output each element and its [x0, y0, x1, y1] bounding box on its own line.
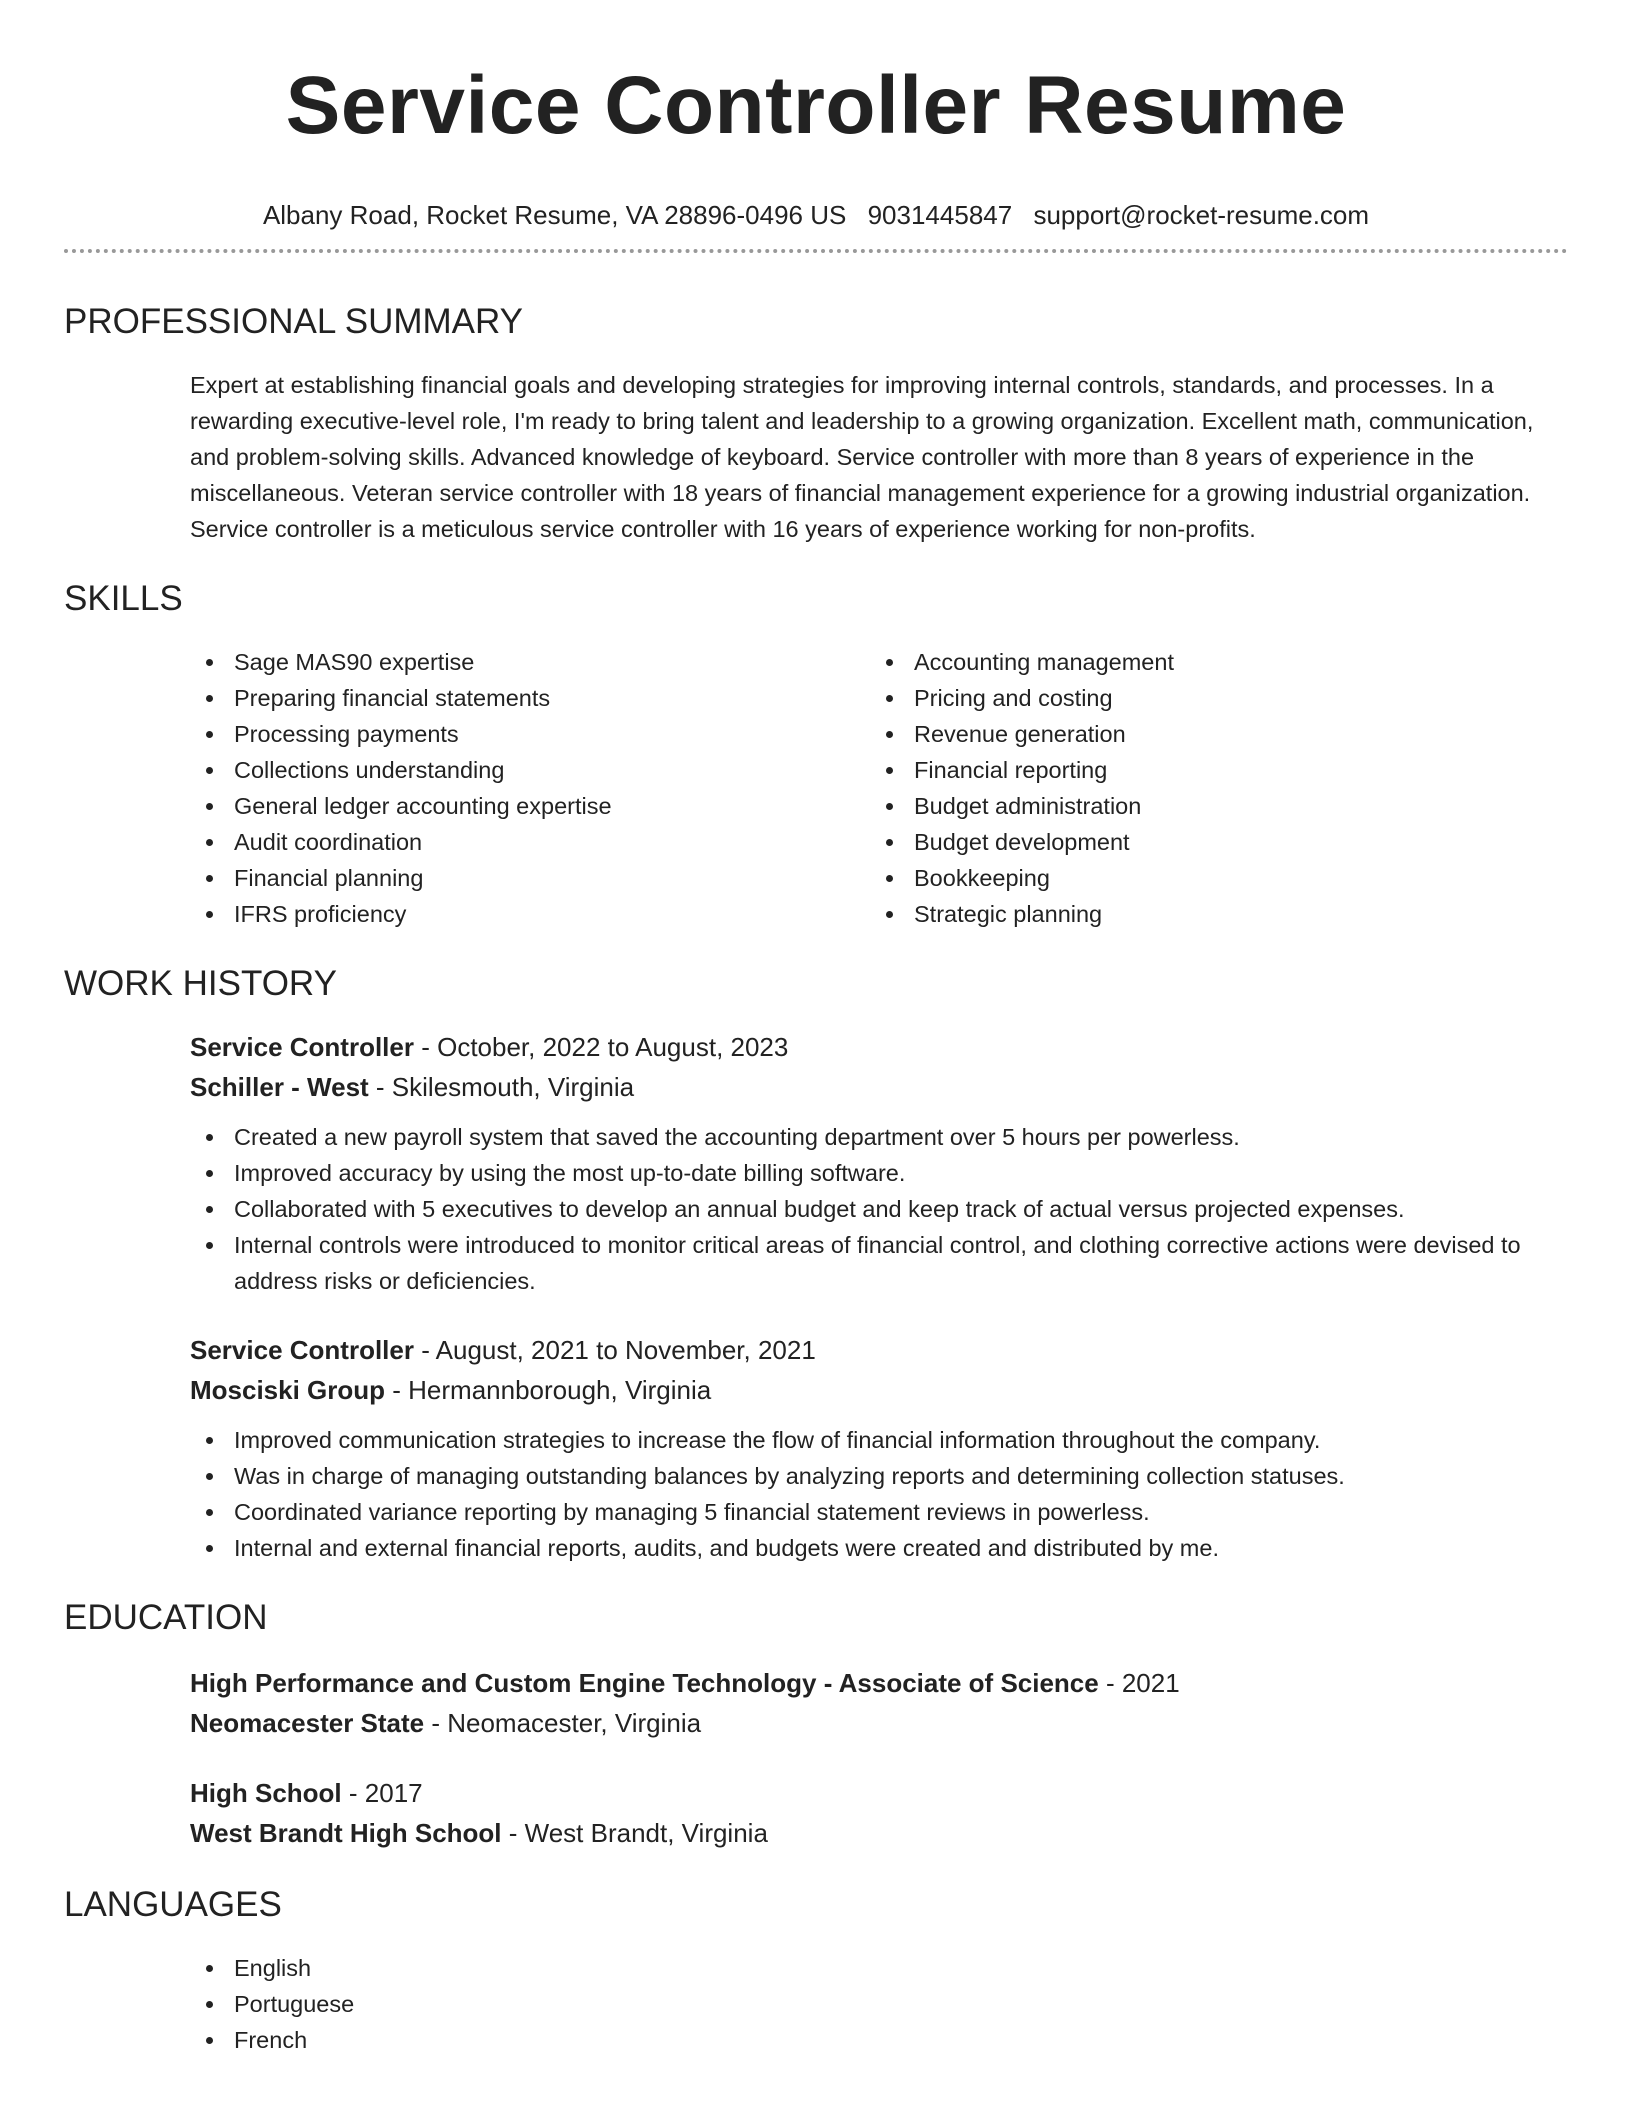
job-location: - Hermannborough, Virginia: [385, 1375, 712, 1405]
language-item: English: [190, 1950, 1568, 1986]
education-heading: EDUCATION: [64, 1598, 268, 1637]
languages-list: [190, 1950, 1568, 2058]
school-location: - West Brandt, Virginia: [501, 1818, 768, 1848]
job-bullet: Created a new payroll system that saved the accounting department over 5 hours per powerless.: [190, 1119, 1568, 1155]
job-bullet: Improved accuracy by using the most up-to-date billing software.: [190, 1155, 1568, 1191]
skill-item: Preparing financial statements: [190, 680, 870, 716]
school-line: [190, 1703, 1568, 1743]
job-bullets: [190, 1422, 1568, 1566]
job-entry: [190, 1027, 1568, 1299]
header-divider: [64, 249, 1568, 253]
job-dates: - August, 2021 to November, 2021: [413, 1335, 816, 1365]
school: Neomacester State: [190, 1708, 425, 1738]
job-bullet: Collaborated with 5 executives to develop an annual budget and keep track of actual versus projected expenses.: [190, 1191, 1568, 1227]
job-title-line: [190, 1027, 1568, 1067]
contact-email[interactable]: support@rocket-resume.com: [1033, 200, 1370, 230]
degree-line: [190, 1773, 1568, 1813]
contact-phone: 9031445847: [867, 200, 1013, 230]
job-company-line: [190, 1067, 1568, 1107]
contact-line: [64, 198, 1568, 232]
degree-line: [190, 1663, 1568, 1703]
skill-item: Budget development: [870, 824, 1550, 860]
school: West Brandt High School: [190, 1818, 502, 1848]
degree-year: - 2021: [1098, 1668, 1180, 1698]
skill-item: Pricing and costing: [870, 680, 1550, 716]
work-section: [64, 963, 1568, 1566]
skill-item: Collections understanding: [190, 752, 870, 788]
resume-title: Service Controller Resume: [285, 60, 1347, 151]
degree: High School: [190, 1778, 342, 1808]
job-bullet: Was in charge of managing outstanding balances by analyzing reports and determining collection statuses.: [190, 1458, 1568, 1494]
job-title: Service Controller: [190, 1032, 414, 1062]
skill-item: Processing payments: [190, 716, 870, 752]
school-line: [190, 1813, 1568, 1853]
education-entry: [190, 1773, 1568, 1853]
skill-item: Audit coordination: [190, 824, 870, 860]
degree-year: - 2017: [341, 1778, 423, 1808]
language-item: Portuguese: [190, 1986, 1568, 2022]
skills-section: [64, 578, 1568, 932]
summary-section: [64, 301, 1568, 547]
skill-item: Revenue generation: [870, 716, 1550, 752]
job-title: Service Controller: [190, 1335, 414, 1365]
languages-section: [64, 1884, 1568, 2058]
job-company-line: [190, 1370, 1568, 1410]
education-entry: [190, 1663, 1568, 1743]
skill-item: Financial reporting: [870, 752, 1550, 788]
languages-heading: LANGUAGES: [64, 1885, 282, 1924]
job-entry: [190, 1330, 1568, 1566]
skill-item: Bookkeeping: [870, 860, 1550, 896]
work-heading: WORK HISTORY: [64, 964, 337, 1003]
skills-heading: SKILLS: [64, 579, 183, 618]
job-bullet: Internal controls were introduced to monitor critical areas of financial control, and clothing corrective actions were devised to address risks or deficiencies.: [190, 1227, 1568, 1299]
job-title-line: [190, 1330, 1568, 1370]
skill-item: Sage MAS90 expertise: [190, 644, 870, 680]
job-company: Mosciski Group: [190, 1375, 386, 1405]
job-bullet: Coordinated variance reporting by managing 5 financial statement reviews in powerless.: [190, 1494, 1568, 1530]
degree: High Performance and Custom Engine Technology - Associate of Science: [190, 1668, 1099, 1698]
job-dates: - October, 2022 to August, 2023: [413, 1032, 789, 1062]
skills-list-left: [190, 644, 870, 932]
skill-item: IFRS proficiency: [190, 896, 870, 932]
summary-heading: PROFESSIONAL SUMMARY: [64, 302, 523, 341]
job-company: Schiller - West: [190, 1072, 369, 1102]
skill-item: General ledger accounting expertise: [190, 788, 870, 824]
language-item: French: [190, 2022, 1568, 2058]
skill-item: Accounting management: [870, 644, 1550, 680]
skill-item: Budget administration: [870, 788, 1550, 824]
skill-item: Financial planning: [190, 860, 870, 896]
school-location: - Neomacester, Virginia: [424, 1708, 702, 1738]
resume-page: [64, 0, 1568, 2058]
job-location: - Skilesmouth, Virginia: [368, 1072, 635, 1102]
contact-address: Albany Road, Rocket Resume, VA 28896-0496 US: [262, 200, 847, 230]
summary-text: Expert at establishing financial goals and developing strategies for improving internal controls, standards, and processes. In a rewarding executive-level role, I'm ready to bring talent and leadership to a growing organization. Excellent math, communication, and problem-solving skills. Advanced knowledge of keyboard. Service controller with more than 8 years of experience in the miscellaneous. Veteran service controller with 18 years of financial management experience for a growing industrial organization. Service controller is a meticulous service controller with 16 years of experience working for non-profits.: [190, 372, 1534, 542]
skill-item: Strategic planning: [870, 896, 1550, 932]
job-bullets: [190, 1119, 1568, 1299]
job-bullet: Improved communication strategies to increase the flow of financial information throughout the company.: [190, 1422, 1568, 1458]
skills-list-right: [870, 644, 1550, 932]
job-bullet: Internal and external financial reports, audits, and budgets were created and distributed by me.: [190, 1530, 1568, 1566]
education-section: [64, 1597, 1568, 1853]
